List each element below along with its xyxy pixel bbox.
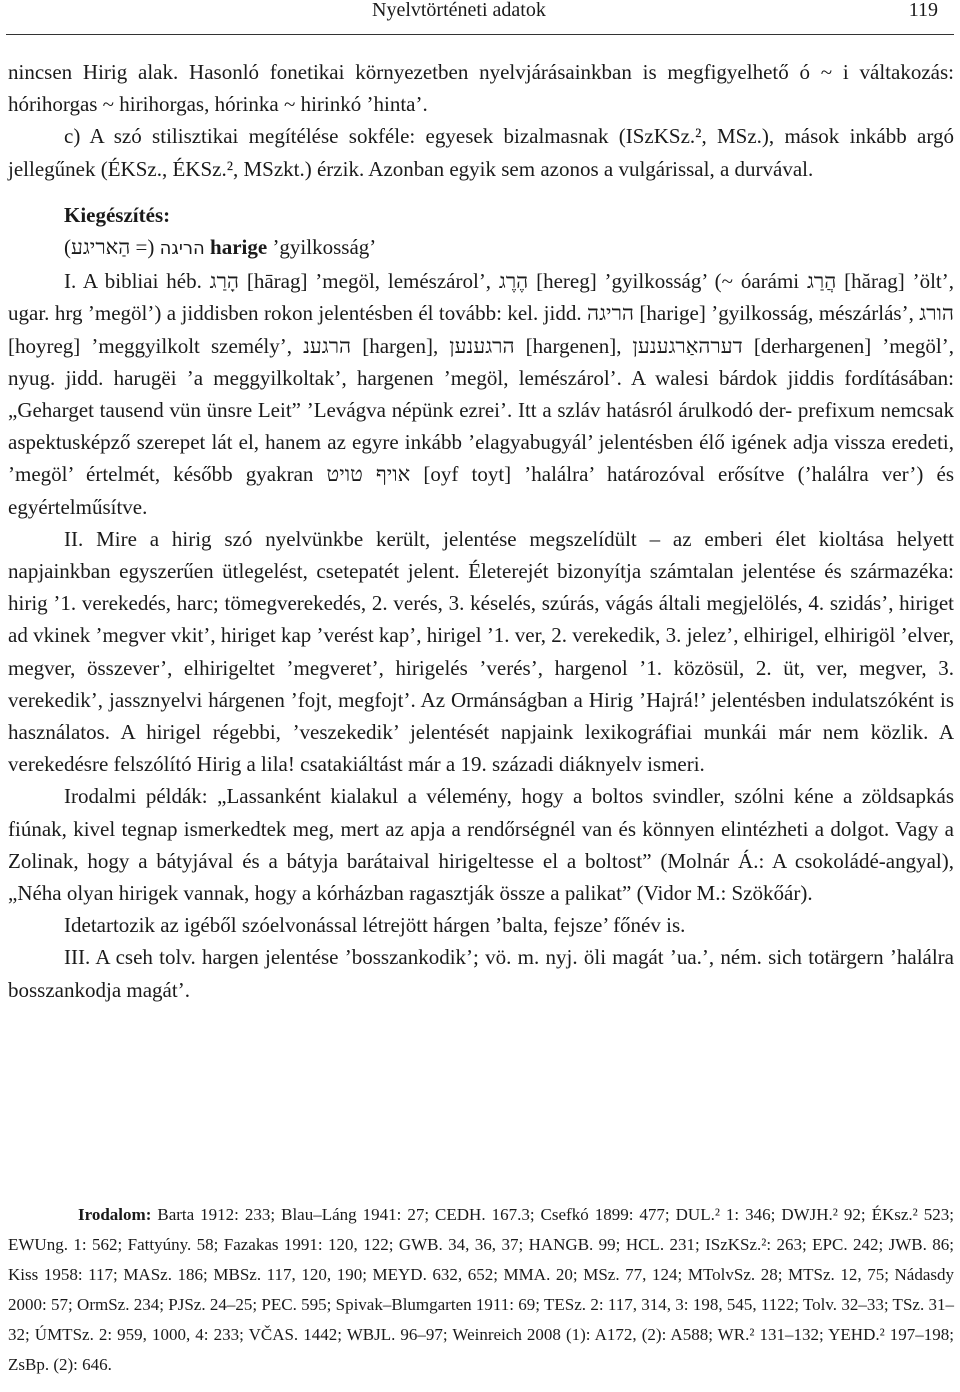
intro-paragraph-2: c) A szó stilisztikai megítélése sokféle: egyesek bizalmasnak (ISzKSz.², MSz.), mások inkább argó jellegűnek (ÉKSz., ÉKSz.², MSzkt.) érzik. Azonban egyik sem azonos a vulgárissal, a durvával.: [8, 124, 954, 181]
journal-title: Nyelvtörténeti adatok: [372, 0, 546, 21]
header-rule: [6, 34, 954, 35]
entry-hebrew: הריגה: [159, 238, 205, 260]
literature-label: Irodalom:: [78, 1205, 152, 1224]
section-II: II. Mire a hirig szó nyelvünkbe került, jelentése megszelídült – az emberi élet kioltása helyett napjainkban egyszerűen ütlegelést, csetepatét jelent. Életerejét bizonyítja számtalan jelentése és származéka: hirig ’1. verekedés, harc; tömegverekedés, 2. verés, 3. késelés, szúrás, vágás általi megjelölés, 4. szidás’, hiriget ad vkinek ’megver vkit’, hiriget kap ’verést kap’, hirigel ’1. ver, 2. verekedik, 3. jelez’, elhirigel, elhirigöl ’elver, megver, összever’, elhirigeltet ’megveret’, hirigelés ’verés’, hargenol ’1. közösül, 2. üt, ver, megver, 3. verekedik’, jassznyelvi hárgenen ’fojt, megfojt’. Az Ormánságban a Hirig ’Hajrá!’ jelentésben indulatszóként is használatos. A hirigel régebbi, ’veszekedik’ jelentését napjaink lexikográfiai munkái már nem közlik. A verekedésre felszólító Hirig a lila! csatakiáltást már a 19. századi diáknyelv ismeri.: [8, 526, 954, 777]
entry-equivalent: (= הַאריגע): [64, 235, 155, 260]
intro-paragraph-1: nincsen Hirig alak. Hasonló fonetikai környezetben nyelvjárásainkban is megfigyelhető ó ~ i váltakozás: hórihorgas ~ hirihorgas, hórinka ~ hirinkó ’hinta’.: [8, 60, 954, 117]
section-I: I. A bibliai héb. הָרַג [hārag] ’megöl, lemészárol’, הֶרֶג [hereg] ’gyilkosság’ (~ óarámi הֲרַג [hărag] ’ölt’, ugar. hrg ’megöl’) a jiddisben rokon jelentésben él tovább: kel. jidd. הריגה [harige] ’gyilkosság, mészárlás’, הורג [hoyreg] ’meggyilkolt személy’, הרגענ [hargen], הרגענען [hargenen], דערהאַרגענען [derhargenen] ’megöl’, nyug. jidd. harugëi ’a meggyilkoltak’, hargenen ’megöl, lemészárol’. A walesi bárdok jiddis fordításában: „Geharget tausend vün ünsre Leit” ’Levágva népünk ezrei’. Itt a szláv hatásról árulkodó der- prefixum nemcsak aspektusképző szerepet lát el, hanem az egyre inkább ’elagyabugyál’ jelentésben élő igének adja vissza eredeti, ’megöl’ értelmét, később gyakran אויף טויט [oyf toyt] ’halálra’ határozóval erősítve (’halálra ver’) és egyértelműsítve.: [8, 269, 955, 519]
literature-block: [8, 1200, 954, 1380]
entry-word: harige: [210, 235, 268, 260]
page-number: 119: [908, 0, 938, 21]
entry-gloss: ’gyilkosság’: [272, 235, 377, 260]
literature-paragraph: [8, 1200, 954, 1380]
kiegeszites-label: Kiegészítés:: [64, 202, 171, 227]
kiegeszites-title: [8, 199, 954, 231]
kiegeszites-entry: [8, 231, 954, 265]
article-body: [8, 56, 954, 1006]
section-irodalmi-peldak: Irodalmi példák: „Lassanként kialakul a vélemény, hogy a boltos svindler, szólni kéne a zöldsapkás fiúnak, kivel tegnap ismerkedtek meg, mert az apja a rendőrségnél van és könnyen elintézheti a dolgot. Vagy a Zolinak, hogy a bátyjával és a bátyja barátaival hirigeltesse el a boltost” (Molnár Á.: A csokoládé-angyal), „Néha olyan hirigek vannak, hogy a kórházban ragasztják össze a palikat” (Vidor M.: Szökőár).: [8, 784, 954, 906]
section-III: III. A cseh tolv. hargen jelentése ’bosszankodik’; vö. m. nyj. öli magát ’ua.’, ném. sich totärgern ’halálra bosszankodja magát’.: [8, 945, 954, 1002]
running-header: [0, 0, 960, 30]
section-idetartozik: Idetartozik az igéből szóelvonással létrejött hárgen ’balta, fejsze’ főnév is.: [64, 913, 686, 938]
literature-references: Barta 1912: 233; Blau–Láng 1941: 27; CEDH. 167.3; Csefkó 1899: 477; DUL.² 1: 346; DWJH.² 92; ÉKsz.² 523; EWUng. 1: 562; Fattyúny. 58; Fazakas 1991: 120, 122; GWB. 34, 36, 37; HANGB. 99; HCL. 231; ISzKSz.²: 263; EPC. 242; JWB. 86; Kiss 1958: 117; MASz. 186; MBSz. 117, 120, 190; MEYD. 632, 652; MMA. 20; MSz. 77, 124; MTolvSz. 28; MTSz. 12, 75; Nádasdy 2000: 57; OrmSz. 234; PJSz. 24–25; PEC. 595; Spivak–Blumgarten 1911: 69; TESz. 2: 117, 314, 3: 198, 545, 1122; Tolv. 32–33; TSz. 31–32; ÚMTSz. 2: 959, 1000, 4: 233; VČAS. 1442; WBJL. 96–97; Weinreich 2008 (1): A172, (2): A588; WR.² 131–132; YEHD.² 197–198; ZsBp. (2): 646.: [8, 1205, 955, 1374]
